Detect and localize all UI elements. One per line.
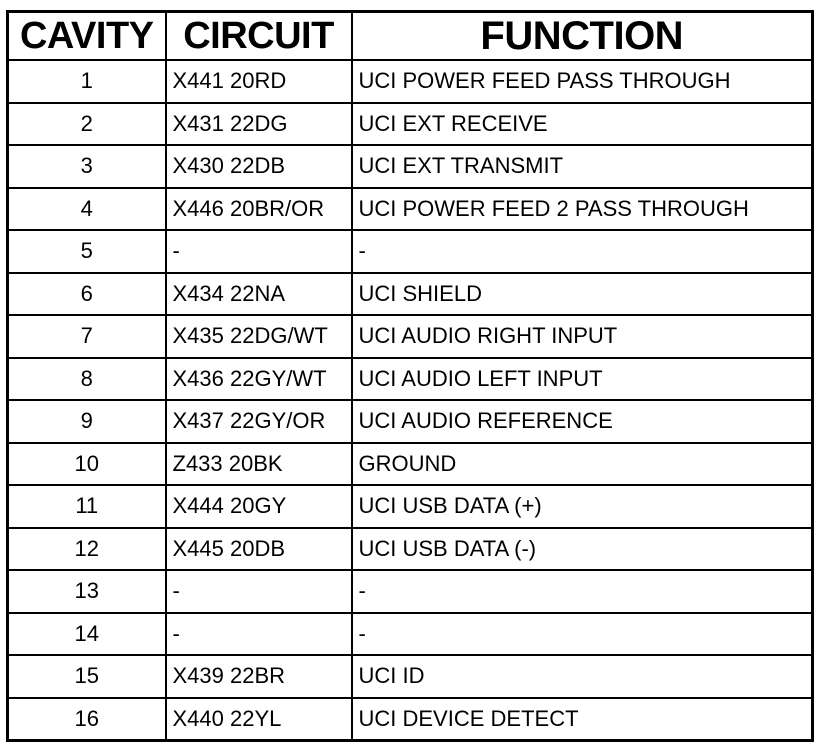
connector-pinout-table [6,10,814,742]
cavity-cell: 1 [8,60,166,103]
table-row [8,443,813,486]
table-row [8,188,813,231]
function-cell: UCI AUDIO LEFT INPUT [352,358,813,401]
function-column-header: FUNCTION [352,12,813,61]
table-row [8,400,813,443]
function-cell: UCI EXT TRANSMIT [352,145,813,188]
cavity-cell: 15 [8,655,166,698]
circuit-cell: X430 22DB [166,145,352,188]
table-row [8,528,813,571]
function-cell: UCI POWER FEED PASS THROUGH [352,60,813,103]
cavity-cell: 3 [8,145,166,188]
circuit-cell: X436 22GY/WT [166,358,352,401]
table-row [8,485,813,528]
circuit-cell: X439 22BR [166,655,352,698]
cavity-cell: 16 [8,698,166,741]
cavity-column-header: CAVITY [8,12,166,61]
cavity-cell: 10 [8,443,166,486]
circuit-cell: X440 22YL [166,698,352,741]
table-header [8,12,813,61]
cavity-cell: 2 [8,103,166,146]
function-cell: UCI USB DATA (-) [352,528,813,571]
function-cell: - [352,613,813,656]
table-row [8,103,813,146]
circuit-cell: X437 22GY/OR [166,400,352,443]
table-body [8,60,813,741]
circuit-cell: X445 20DB [166,528,352,571]
function-cell: UCI USB DATA (+) [352,485,813,528]
header-row [8,12,813,61]
circuit-cell: - [166,613,352,656]
cavity-cell: 8 [8,358,166,401]
function-cell: UCI AUDIO RIGHT INPUT [352,315,813,358]
function-cell: - [352,230,813,273]
cavity-cell: 6 [8,273,166,316]
cavity-cell: 11 [8,485,166,528]
cavity-cell: 12 [8,528,166,571]
circuit-cell: X434 22NA [166,273,352,316]
function-cell: UCI SHIELD [352,273,813,316]
function-cell: UCI DEVICE DETECT [352,698,813,741]
table-row [8,358,813,401]
function-cell: GROUND [352,443,813,486]
function-cell: UCI POWER FEED 2 PASS THROUGH [352,188,813,231]
table-row [8,613,813,656]
table-row [8,60,813,103]
function-cell: UCI ID [352,655,813,698]
circuit-cell: X446 20BR/OR [166,188,352,231]
table-row [8,145,813,188]
table-row [8,230,813,273]
circuit-cell: X431 22DG [166,103,352,146]
function-cell: UCI EXT RECEIVE [352,103,813,146]
cavity-cell: 5 [8,230,166,273]
table-row [8,570,813,613]
circuit-cell: - [166,230,352,273]
table-row [8,698,813,741]
circuit-cell: Z433 20BK [166,443,352,486]
cavity-cell: 7 [8,315,166,358]
table-row [8,315,813,358]
cavity-cell: 14 [8,613,166,656]
cavity-cell: 9 [8,400,166,443]
circuit-cell: X441 20RD [166,60,352,103]
table-row [8,655,813,698]
circuit-cell: X444 20GY [166,485,352,528]
circuit-cell: X435 22DG/WT [166,315,352,358]
function-cell: - [352,570,813,613]
function-cell: UCI AUDIO REFERENCE [352,400,813,443]
circuit-column-header: CIRCUIT [166,12,352,61]
cavity-cell: 4 [8,188,166,231]
circuit-cell: - [166,570,352,613]
table-row [8,273,813,316]
cavity-cell: 13 [8,570,166,613]
